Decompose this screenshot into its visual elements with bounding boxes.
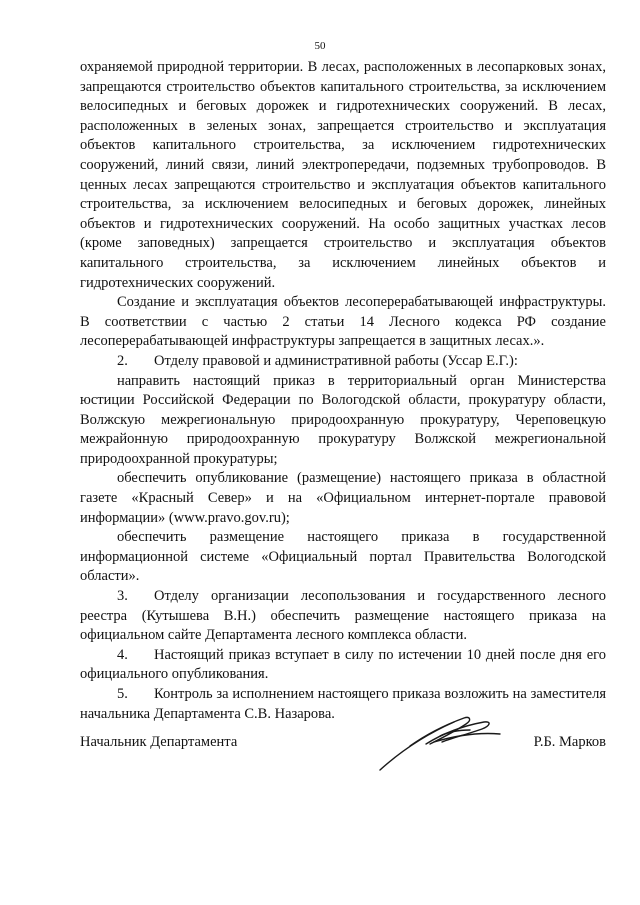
item-number: 5. — [117, 686, 128, 702]
numbered-paragraph — [80, 352, 606, 372]
paragraph-text: Контроль за исполнением настоящего приказа возложить на заместителя начальника Департамента С.В. Назарова. — [80, 686, 606, 722]
numbered-paragraph — [80, 587, 606, 646]
signer-position: Начальник Департамента — [80, 734, 238, 750]
handwritten-signature — [372, 712, 512, 774]
paragraph-text: Настоящий приказ вступает в силу по истечении 10 дней после дня его официального опубликования. — [80, 646, 606, 683]
numbered-paragraph — [80, 685, 606, 724]
paragraph: обеспечить размещение настоящего приказа в государственной информационной системе «Официальный портал Правительства Вологодской области». — [80, 529, 606, 585]
paragraph: Создание и эксплуатация объектов лесоперерабатывающей инфраструктуры. В соответствии с частью 2 статьи 14 Лесного кодекса РФ создание лесоперерабатывающей инфраструктуры запрещается в защитных лесах.». — [80, 294, 606, 350]
signature-block — [80, 734, 606, 754]
item-number: 3. — [117, 588, 128, 605]
paragraph: обеспечить опубликование (размещение) настоящего приказа в областной газете «Красный Север» и на «Официальном интернет-портале правовой информации» (www.pravo.gov.ru); — [80, 470, 606, 526]
item-number: 2. — [117, 352, 128, 369]
paragraph-text: Отделу организации лесопользования и государственного лесного реестра (Кутышева В.Н.) обеспечить размещение настоящего приказа на официальном сайте Департамента лесного комплекса области. — [80, 588, 606, 644]
document-body — [80, 58, 606, 724]
paragraph-text: Отделу правовой и административной работы (Уссар Е.Г.): — [154, 352, 518, 369]
signer-name: Р.Б. Марков — [533, 734, 606, 750]
page-number: 50 — [314, 40, 326, 52]
paragraph: охраняемой природной территории. В лесах, расположенных в лесопарковых зонах, запрещаются строительство объектов капитального строительства, за исключением велосипедных и беговых дорожек и гидротехнических сооружений. В лесах, расположенных в зеленых зонах, запрещается строительство и эксплуатация объектов капитального строительства, за исключением гидротехнических сооружений, линий связи, линий электропередачи, подземных трубопроводов. В ценных лесах запрещаются строительство и эксплуатация объектов капитального строительства, за исключением велосипедных и беговых дорожек, линейных объектов и гидротехнических сооружений. На особо защитных участках лесов (кроме заповедных) запрещается строительство и эксплуатация объектов капитального строительства, за исключением линейных объектов и гидротехнических сооружений. — [80, 59, 606, 291]
item-number: 4. — [117, 646, 128, 663]
numbered-paragraph — [80, 646, 606, 685]
paragraph: направить настоящий приказ в территориальный орган Министерства юстиции Российской Федерации по Вологодской области, прокуратуру области, Волжскую межрегиональную природоохранную прокуратуру, Череповецкую межрайонную природоохранную прокуратуру Волжской межрегиональной природоохранной прокуратуры; — [80, 372, 606, 467]
